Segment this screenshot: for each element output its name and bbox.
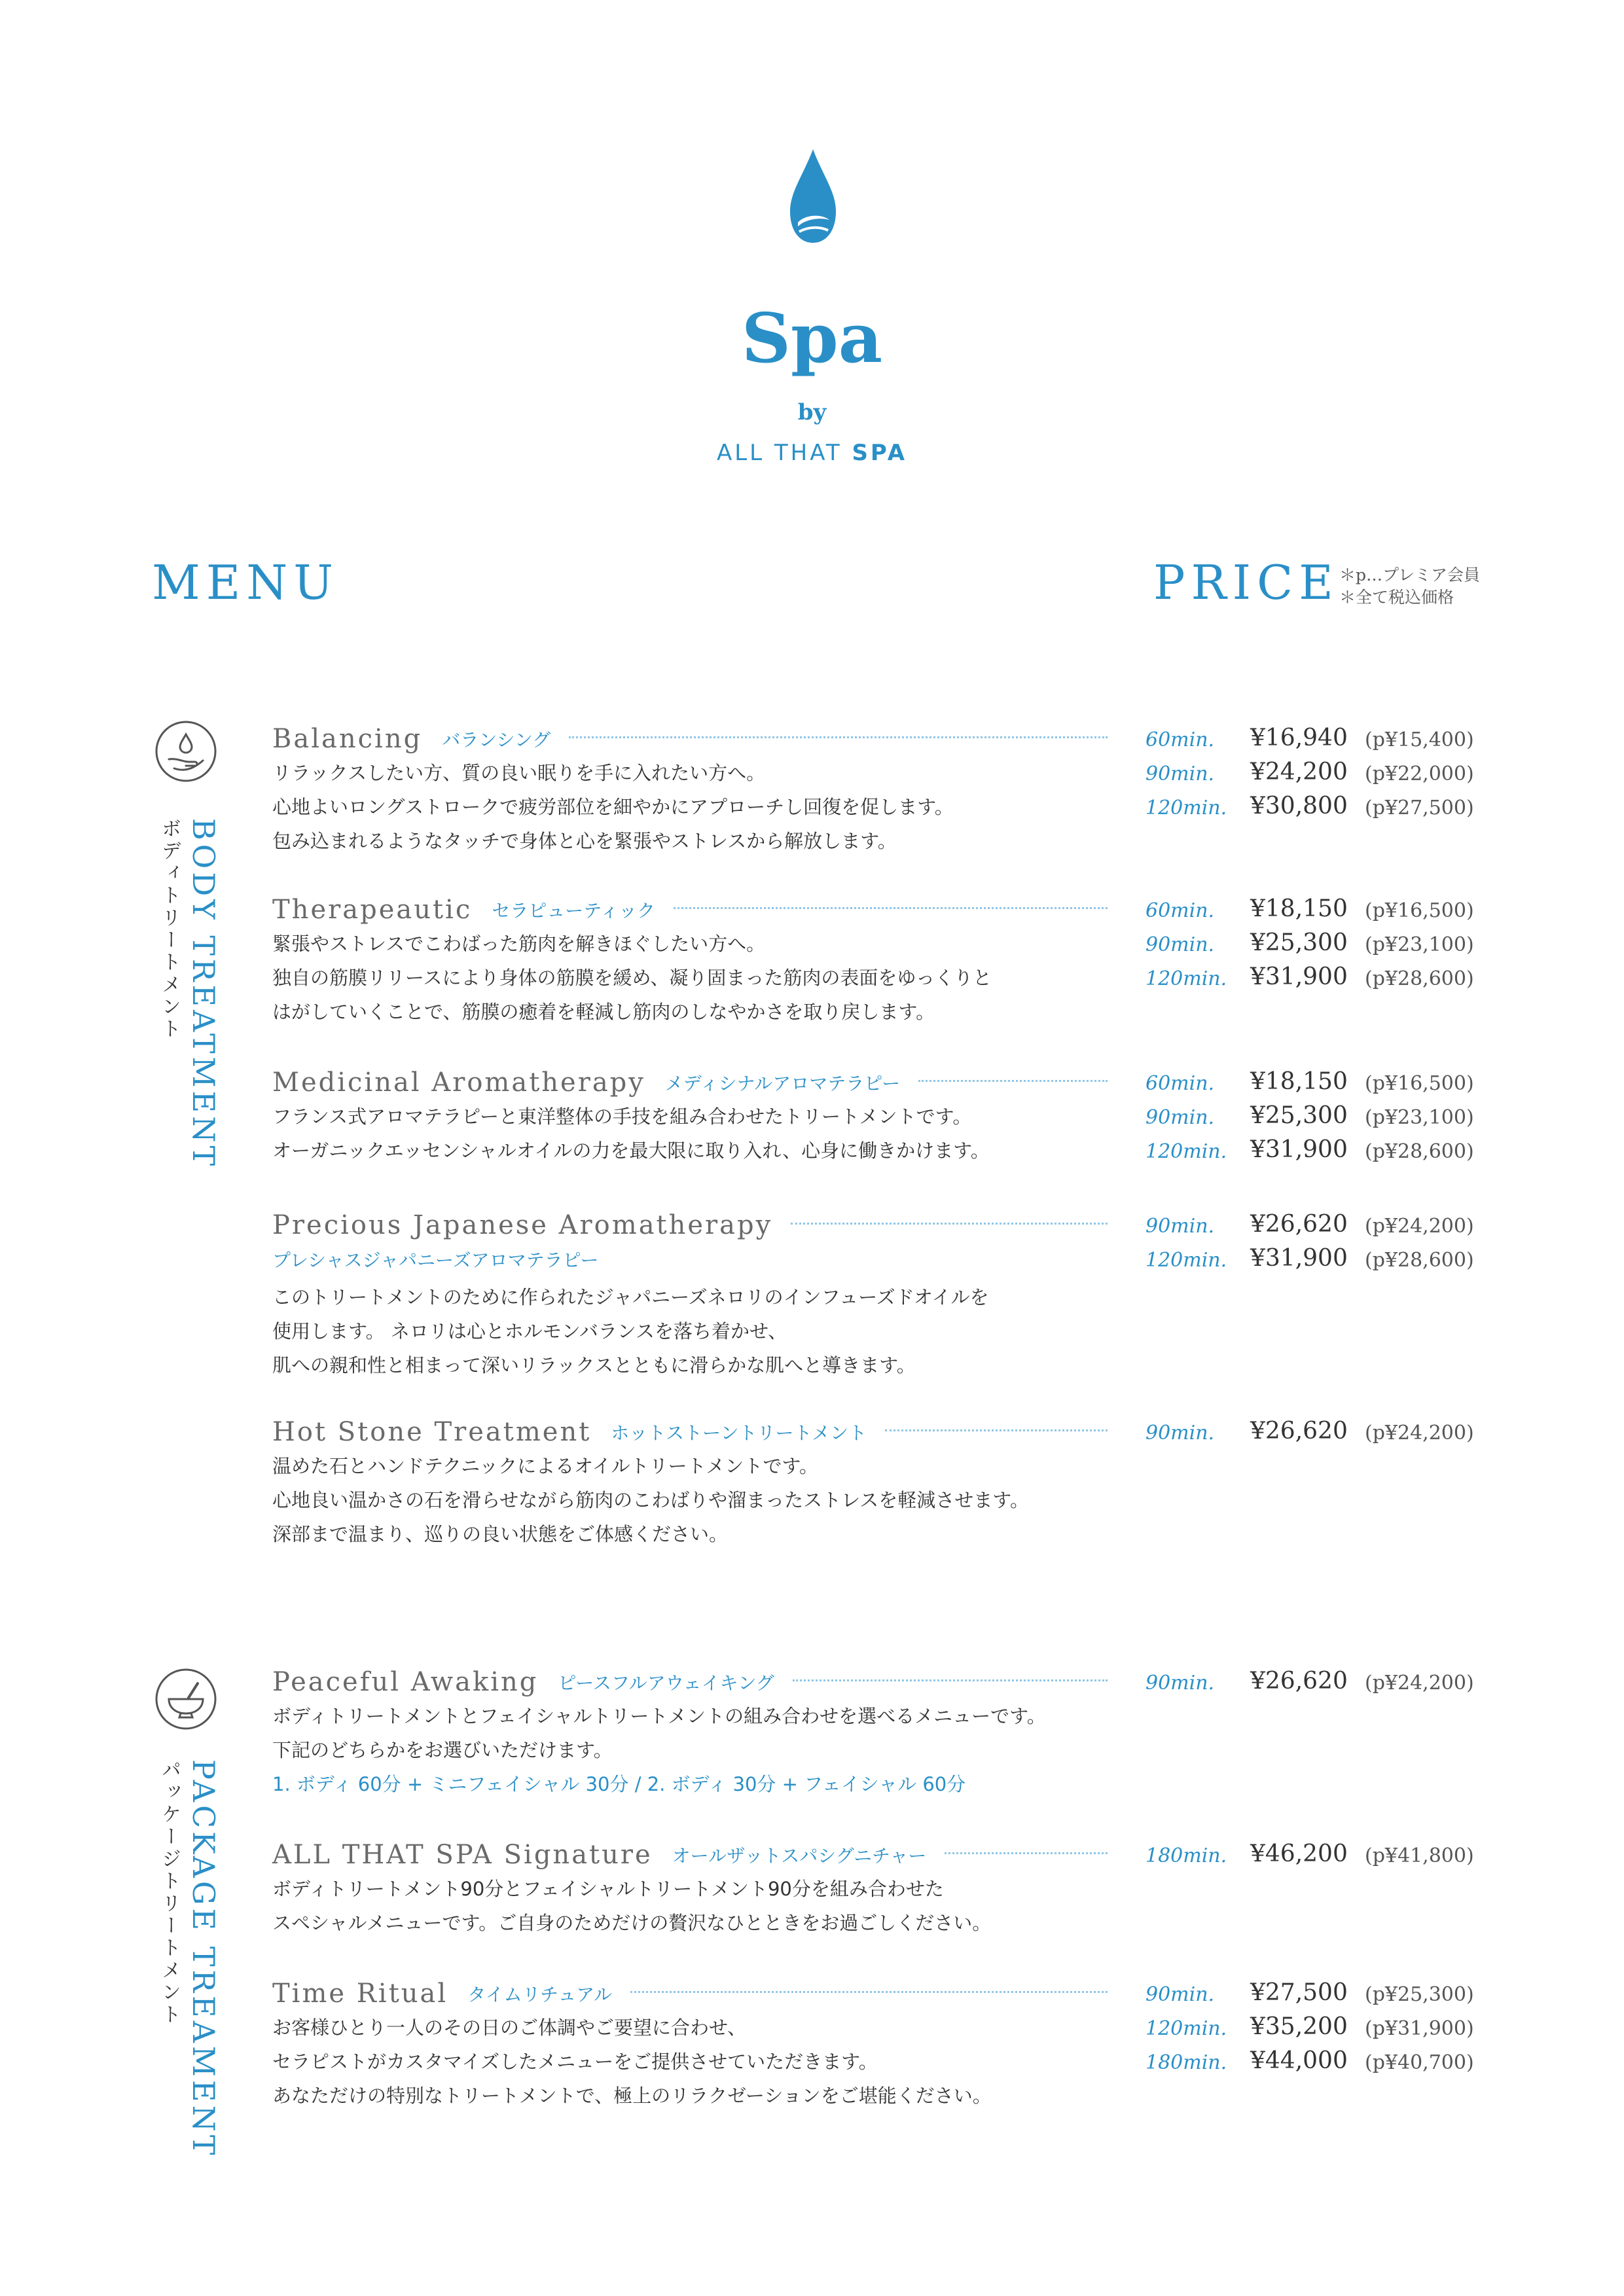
duration: 90min. [1146, 1106, 1215, 1129]
duration: 90min. [1146, 1422, 1215, 1444]
item-title-en: Precious Japanese Aromatherapy [272, 1210, 773, 1240]
description-line: ボディトリートメント90分とフェイシャルトリートメント90分を組み合わせた [272, 1878, 944, 1900]
item-title-en: Peaceful Awaking [272, 1667, 539, 1697]
item-description [272, 2011, 992, 2113]
price-row [1146, 2045, 1486, 2079]
member-price: (p¥41,800) [1365, 1844, 1474, 1867]
item-title-row [272, 722, 1108, 756]
item-title-row [272, 893, 1108, 927]
water-drop-logo-icon [790, 149, 836, 247]
duration: 180min. [1146, 2051, 1227, 2074]
member-price: (p¥25,300) [1365, 1983, 1474, 2006]
price: ¥16,940 [1250, 725, 1348, 751]
member-price: (p¥16,500) [1365, 1072, 1474, 1095]
price-row [1146, 756, 1486, 790]
dotted-leader [918, 1080, 1108, 1082]
price: ¥31,900 [1250, 963, 1348, 990]
price-list [1146, 1208, 1486, 1276]
price-row [1146, 1242, 1486, 1276]
price-row [1146, 1208, 1486, 1242]
description-line: このトリートメントのために作られたジャパニーズネロリのインフューズドオイルを [272, 1286, 989, 1308]
member-price: (p¥28,600) [1365, 1249, 1474, 1272]
price-row [1146, 1415, 1486, 1449]
section-title-package: PACKAGE TREAMENT [186, 1759, 221, 2159]
item-title-ja: ホットストーントリートメント [611, 1422, 867, 1444]
description-line: 独自の筋膜リリースにより身体の筋膜を緩め、凝り固まった筋肉の表面をゆっくりと [272, 967, 992, 989]
description-line: 心地良い温かさの石を滑らせながら筋肉のこわばりや溜まったストレスを軽減させます。 [272, 1489, 1029, 1511]
member-price: (p¥22,000) [1365, 762, 1474, 785]
item-title-row [272, 1066, 1108, 1100]
price-row [1146, 1838, 1486, 1872]
price-row [1146, 722, 1486, 756]
duration: 90min. [1146, 933, 1215, 956]
description-line: はがしていくことで、筋膜の癒着を軽減し筋肉のしなやかさを取り戻します。 [272, 1001, 935, 1023]
item-title-ja: ピースフルアウェイキング [558, 1672, 774, 1694]
description-line: フランス式アロマテラピーと東洋整体の手技を組み合わせたトリートメントです。 [272, 1105, 972, 1128]
item-title-ja: バランシング [442, 729, 551, 751]
member-price: (p¥24,200) [1365, 1672, 1474, 1695]
member-price: (p¥23,100) [1365, 933, 1474, 956]
member-price: (p¥23,100) [1365, 1106, 1474, 1129]
price-heading: PRICE [1153, 555, 1339, 610]
member-price: (p¥28,600) [1365, 967, 1474, 990]
item-title-en: Medicinal Aromatherapy [272, 1067, 645, 1098]
member-price: (p¥15,400) [1365, 728, 1474, 751]
duration: 60min. [1146, 1072, 1215, 1095]
dotted-leader [791, 1223, 1108, 1225]
price-list [1146, 1066, 1486, 1168]
description-line: 心地よいロングストロークで疲労部位を細やかにアプローチし回復を促します。 [272, 796, 954, 818]
price-row [1146, 961, 1486, 995]
member-price: (p¥24,200) [1365, 1422, 1474, 1444]
price-row [1146, 927, 1486, 961]
description-line: オーガニックエッセンシャルオイルの力を最大限に取り入れ、心身に働きかけます。 [272, 1139, 990, 1162]
item-title-row [272, 1838, 1108, 1872]
dotted-leader [945, 1852, 1108, 1854]
hand-drop-icon [154, 720, 217, 783]
price: ¥26,620 [1250, 1418, 1348, 1444]
duration: 120min. [1146, 2017, 1227, 2040]
description-line: あなただけの特別なトリートメントで、極上のリラクゼーションをご堪能ください。 [272, 2085, 992, 2107]
price: ¥35,200 [1250, 2013, 1348, 2040]
description-line: セラピストがカスタマイズしたメニューをご提供させていただきます。 [272, 2051, 878, 2073]
course-options: 1. ボディ 60分 + ミニフェイシャル 30分 / 2. ボディ 30分 + フェイシャル 60分 [272, 1773, 966, 1795]
duration: 90min. [1146, 1983, 1215, 2006]
description-line: スペシャルメニューです。ご自身のためだけの贅沢なひとときをお過ごしください。 [272, 1912, 992, 1934]
price-list [1146, 1838, 1486, 1872]
price-list [1146, 1665, 1486, 1699]
menu-heading: MENU [152, 555, 339, 610]
duration: 180min. [1146, 1844, 1227, 1867]
dotted-leader [885, 1429, 1108, 1431]
brand-subtitle [0, 440, 1624, 466]
item-title-en: Therapeautic [272, 895, 473, 925]
duration: 60min. [1146, 899, 1215, 922]
duration: 90min. [1146, 1215, 1215, 1238]
price: ¥31,900 [1250, 1245, 1348, 1272]
section-title-body: BODY TREATMENT [186, 818, 221, 1170]
price-row [1146, 1665, 1486, 1699]
item-title-ja: メディシナルアロマテラピー [664, 1073, 901, 1094]
note-tax-included: ＊全て税込価格 [1339, 588, 1454, 607]
price: ¥31,900 [1250, 1136, 1348, 1163]
price-list [1146, 893, 1486, 995]
price: ¥44,000 [1250, 2047, 1348, 2074]
price-list [1146, 1977, 1486, 2079]
item-description [272, 1100, 990, 1168]
price: ¥46,200 [1250, 1840, 1348, 1867]
brand-title: Spa [741, 298, 883, 378]
price-notes [1339, 564, 1480, 609]
duration: 120min. [1146, 967, 1227, 990]
description-line: お客様ひとり一人のその日のご体調やご要望に合わせ、 [272, 2017, 747, 2039]
price-row [1146, 1100, 1486, 1134]
dotted-leader [569, 736, 1108, 738]
mortar-bowl-icon [154, 1668, 217, 1731]
item-title-row [272, 1415, 1108, 1449]
item-title-ja: セラピューティック [492, 900, 656, 922]
item-description [272, 756, 954, 858]
brand-by: by [797, 399, 827, 425]
item-title-row [272, 1208, 1108, 1242]
price-list [1146, 722, 1486, 824]
item-title-ja: プレシャスジャパニーズアロマテラピー [272, 1249, 599, 1271]
duration: 120min. [1146, 797, 1227, 819]
description-line: 温めた石とハンドテクニックによるオイルトリートメントです。 [272, 1455, 819, 1477]
dotted-leader [674, 907, 1108, 909]
duration: 90min. [1146, 762, 1215, 785]
price: ¥27,500 [1250, 1979, 1348, 2006]
member-price: (p¥31,900) [1365, 2017, 1474, 2040]
price-row [1146, 2011, 1486, 2045]
duration: 120min. [1146, 1140, 1227, 1163]
section-title-body-ja: ボディトリートメント [158, 818, 181, 1041]
price-row [1146, 893, 1486, 927]
price-row [1146, 790, 1486, 824]
item-description [272, 1280, 988, 1382]
item-title-en: Time Ritual [272, 1979, 448, 2009]
member-price: (p¥40,700) [1365, 2051, 1474, 2074]
duration: 120min. [1146, 1249, 1227, 1272]
item-description [272, 1449, 1029, 1551]
member-price: (p¥24,200) [1365, 1215, 1474, 1238]
price-row [1146, 1134, 1486, 1168]
note-premium-member: ＊p…プレミア会員 [1339, 565, 1481, 584]
description-line: 緊張やストレスでこわばった筋肉を解きほぐしたい方へ。 [272, 933, 766, 955]
description-line: リラックスしたい方、質の良い眠りを手に入れたい方へ。 [272, 762, 766, 784]
description-line: 下記のどちらかをお選びいただけます。 [272, 1739, 613, 1761]
price: ¥18,150 [1250, 895, 1348, 922]
price: ¥18,150 [1250, 1068, 1348, 1095]
item-title-en: Balancing [272, 724, 423, 754]
price-list [1146, 1415, 1486, 1449]
price: ¥26,620 [1250, 1211, 1348, 1238]
item-title-ja: タイムリチュアル [467, 1984, 613, 2005]
description-line: ボディトリートメントとフェイシャルトリートメントの組み合わせを選べるメニューです。 [272, 1705, 1046, 1727]
price-row [1146, 1066, 1486, 1100]
item-description [272, 1699, 1046, 1801]
dotted-leader [630, 1991, 1108, 1993]
description-line: 肌への親和性と相まって深いリラックスとともに滑らかな肌へと導きます。 [272, 1354, 916, 1376]
section-title-package-ja: パッケージトリートメント [158, 1759, 181, 2026]
member-price: (p¥16,500) [1365, 899, 1474, 922]
brand-subtitle-bold: SPA [852, 440, 908, 466]
price: ¥24,200 [1250, 759, 1348, 785]
price: ¥26,620 [1250, 1668, 1348, 1695]
item-title-en: Hot Stone Treatment [272, 1417, 592, 1447]
item-title-ja: オールザットスパシグニチャー [672, 1845, 927, 1867]
item-title-row [272, 1977, 1108, 2011]
item-description [272, 1872, 991, 1940]
price: ¥25,300 [1250, 1102, 1348, 1129]
item-description [272, 927, 992, 1029]
duration: 90min. [1146, 1672, 1215, 1695]
member-price: (p¥27,500) [1365, 797, 1474, 819]
brand-subtitle-light: ALL THAT [716, 440, 852, 466]
description-line: 包み込まれるようなタッチで身体と心を緊張やストレスから解放します。 [272, 830, 897, 852]
item-title-row [272, 1665, 1108, 1699]
item-title-en: ALL THAT SPA Signature [272, 1840, 653, 1870]
description-line: 使用します。 ネロリは心とホルモンバランスを落ち着かせ、 [272, 1320, 787, 1342]
dotted-leader [793, 1679, 1108, 1681]
price-row [1146, 1977, 1486, 2011]
price: ¥25,300 [1250, 929, 1348, 956]
price: ¥30,800 [1250, 793, 1348, 819]
description-line: 深部まで温まり、巡りの良い状態をご体感ください。 [272, 1523, 729, 1545]
duration: 60min. [1146, 728, 1215, 751]
member-price: (p¥28,600) [1365, 1140, 1474, 1163]
